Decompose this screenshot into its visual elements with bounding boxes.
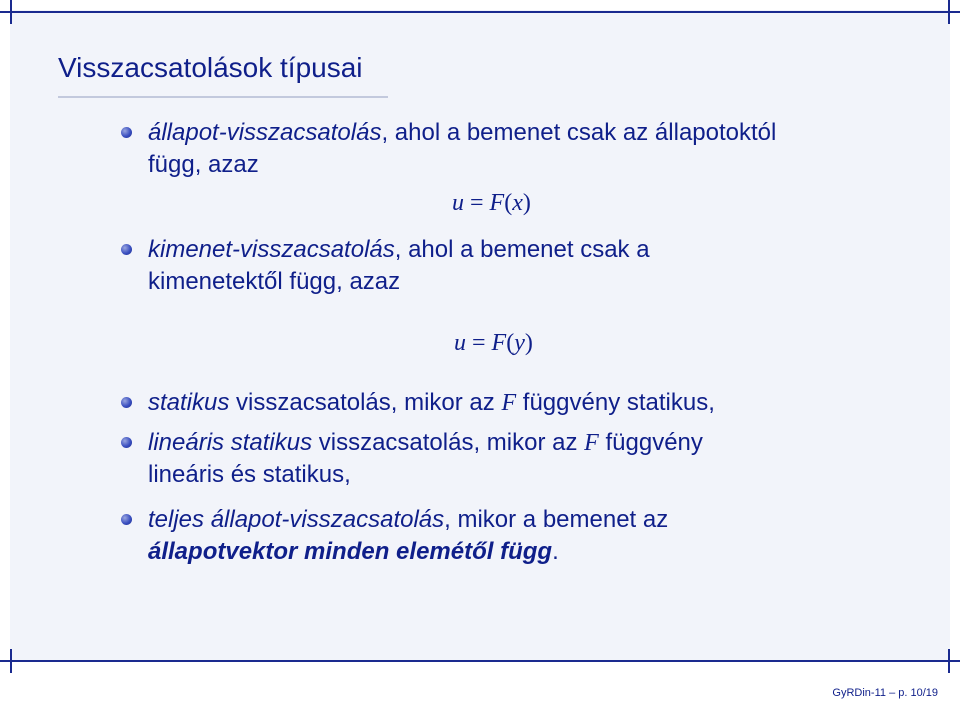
bullet-icon: [121, 437, 132, 448]
emphasis-text: állapotvektor minden elemétől függ: [148, 538, 553, 565]
bullet-icon: [121, 514, 132, 525]
item-text: , mikor a bemenet az: [444, 506, 669, 533]
term-output-feedback: kimenet-visszacsatolás: [148, 236, 395, 263]
list-item-continuation: [148, 148, 259, 182]
term-linear-static: lineáris statikus: [148, 429, 313, 456]
eq-equals: =: [464, 190, 490, 216]
list-item-linear-static-feedback: [148, 426, 703, 460]
item-text: , ahol a bemenet csak az állapotoktól: [381, 119, 777, 146]
page-footer: GyRDin-11 – p. 10/19: [832, 687, 938, 699]
eq-argument: y: [514, 330, 525, 356]
eq-lhs: u: [452, 190, 464, 216]
bullet-icon: [121, 244, 132, 255]
list-item-output-feedback: [148, 233, 650, 267]
item-text: , ahol a bemenet csak a: [394, 236, 650, 263]
eq-equals: =: [466, 330, 492, 356]
equation-state-feedback: [452, 186, 531, 220]
eq-paren-open: (: [506, 330, 515, 356]
list-item-full-state-feedback: [148, 503, 668, 537]
eq-function: F: [489, 190, 505, 216]
term-state-feedback: állapot-visszacsatolás: [148, 119, 382, 146]
item-text: .: [552, 538, 559, 565]
equation-output-feedback: [454, 326, 533, 360]
list-item-static-feedback: [148, 386, 715, 420]
eq-paren-open: (: [504, 190, 513, 216]
eq-paren-close: ): [522, 190, 531, 216]
list-item-state-feedback: [148, 116, 776, 150]
list-item-continuation: [148, 265, 400, 299]
item-text: visszacsatolás, mikor az: [312, 429, 585, 456]
eq-paren-close: ): [524, 330, 533, 356]
eq-function: F: [491, 330, 507, 356]
item-text: függ, azaz: [148, 151, 259, 178]
item-text: kimenetektől függ, azaz: [148, 268, 401, 295]
item-text: függvény statikus,: [516, 389, 715, 416]
list-item-continuation: [148, 458, 351, 492]
title-underline: [58, 96, 388, 98]
eq-lhs: u: [454, 330, 466, 356]
item-text: lineáris és statikus,: [148, 461, 351, 488]
math-var-f: F: [501, 390, 517, 416]
term-static: statikus: [148, 389, 230, 416]
bullet-icon: [121, 127, 132, 138]
bullet-icon: [121, 397, 132, 408]
list-item-continuation: [148, 535, 559, 569]
eq-argument: x: [512, 190, 523, 216]
term-full-state-feedback: teljes állapot-visszacsatolás: [148, 506, 445, 533]
math-var-f: F: [584, 430, 599, 456]
slide-title: Visszacsatolások típusai: [58, 52, 363, 83]
item-text: visszacsatolás, mikor az: [229, 389, 502, 416]
item-text: függvény: [598, 429, 703, 456]
